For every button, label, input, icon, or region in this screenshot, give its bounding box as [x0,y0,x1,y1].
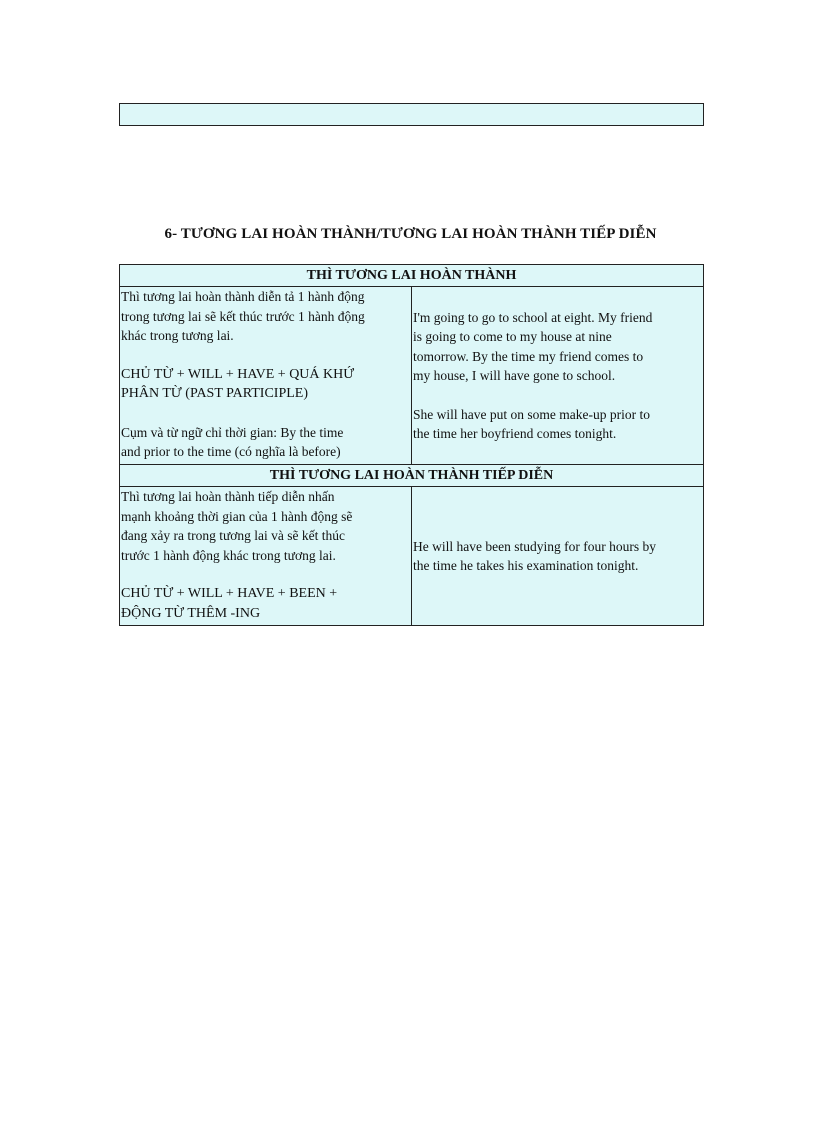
definition-line: khác trong tương lai. [121,328,234,343]
future-perfect-header-row [120,265,704,287]
future-perfect-formula [121,365,410,404]
example-line: I'm going to go to school at eight. My friend [413,309,653,325]
example-line: She will have put on some make-up prior to [413,406,650,422]
formula-line: CHỦ TỪ + WILL + HAVE + BEEN + [121,586,338,601]
future-perfect-time-expressions [121,423,410,462]
future-perfect-continuous-formula [121,584,410,623]
formula-line: CHỦ TỪ + WILL + HAVE + QUÁ KHỨ [121,366,355,382]
example-line: the time her boyfriend comes tonight. [413,426,617,441]
tense-table [119,264,704,626]
future-perfect-continuous-header: THÌ TƯƠNG LAI HOÀN THÀNH TIẾP DIỄN [120,465,704,487]
section-title: 6- TƯƠNG LAI HOÀN THÀNH/TƯƠNG LAI HOÀN THÀNH TIẾP DIỄN [164,226,657,242]
future-perfect-description-cell [120,287,412,465]
future-perfect-continuous-example-cell [412,487,704,626]
formula-line: ĐỘNG TỪ THÊM -ING [121,605,261,621]
future-perfect-header: THÌ TƯƠNG LAI HOÀN THÀNH [120,265,704,287]
time-expression-line: and prior to the time (có nghĩa là before) [121,444,341,459]
example-line: the time he takes his examination tonight. [413,558,639,573]
future-perfect-row [120,287,704,465]
definition-line: trước 1 hành động khác trong tương lai. [121,547,336,563]
formula-line: PHÂN TỪ (PAST PARTICIPLE) [121,386,309,401]
future-perfect-example-1 [413,308,702,386]
future-perfect-continuous-example [413,537,702,576]
definition-line: đang xảy ra trong tương lai và sẽ kết thúc [121,528,346,543]
future-perfect-continuous-description-cell [120,487,412,626]
future-perfect-continuous-definition [121,487,410,565]
future-perfect-examples-cell [412,287,704,465]
future-perfect-continuous-header-row [120,465,704,487]
definition-line: Thì tương lai hoàn thành tiếp diễn nhấn [121,489,335,504]
top-empty-bar [119,103,704,126]
example-line: my house, I will have gone to school. [413,368,616,383]
definition-line: Thì tương lai hoàn thành diễn tả 1 hành động [121,289,365,304]
definition-line: mạnh khoảng thời gian của 1 hành động sẽ [121,508,353,524]
example-line: He will have been studying for four hours by [413,538,656,554]
example-line: tomorrow. By the time my friend comes to [413,348,644,364]
future-perfect-definition [121,287,410,346]
example-line: is going to come to my house at nine [413,329,612,344]
definition-line: trong tương lai sẽ kết thúc trước 1 hành động [121,308,365,324]
future-perfect-example-2 [413,405,702,444]
time-expression-line: Cụm và từ ngữ chỉ thời gian: By the time [121,424,344,440]
future-perfect-continuous-row [120,487,704,626]
